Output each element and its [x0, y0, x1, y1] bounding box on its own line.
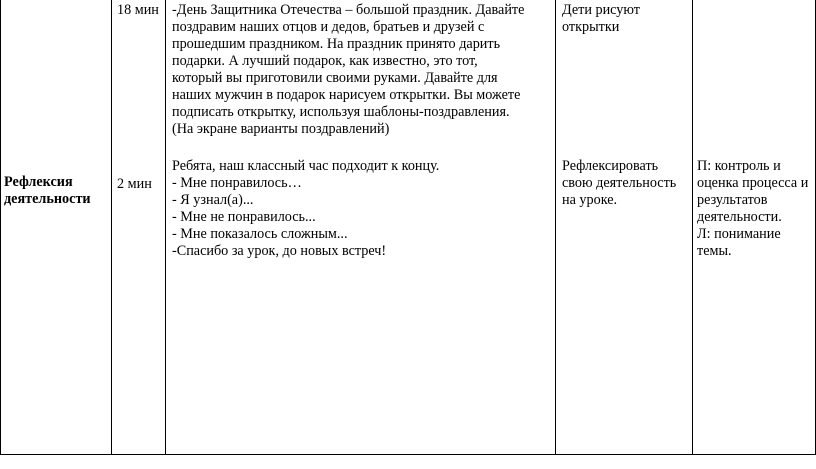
text-line: оценка процесса и [697, 175, 809, 191]
time-cell-1: 18 мин [117, 2, 159, 18]
table-border-left [0, 0, 1, 455]
text-line: -Спасибо за урок, до новых встреч! [172, 243, 387, 259]
text-line: П: контроль и [697, 158, 781, 174]
text-line: Рефлексировать [562, 158, 659, 174]
text-line: Дети рисуют [562, 2, 640, 18]
column-divider-3 [555, 0, 556, 455]
text-line: деятельности. [697, 209, 782, 225]
text-line: прошедшим праздником. На праздник принято дарить [172, 36, 501, 52]
text-line: подарки. А лучший подарок, как известно, это тот, [172, 53, 478, 69]
text-line: - Я узнал(а)... [172, 192, 254, 208]
text-line: наших мужчин в подарок нарисуем открытки. Вы можете [172, 87, 521, 103]
text-line: -День Защитника Отечества – большой праздник. Давайте [172, 2, 525, 18]
stage-line: Рефлексия [4, 174, 73, 190]
text-line: - Мне понравилось… [172, 175, 302, 191]
text-line: который вы приготовили своими руками. Давайте для [172, 70, 498, 86]
text-line: на уроке. [562, 192, 618, 208]
text-line: подписать открытку, используя шаблоны-поздравления. [172, 104, 510, 120]
text-line: Ребята, наш классный час подходит к концу. [172, 158, 440, 174]
text-line: Л: понимание [697, 226, 781, 242]
table-border-bottom [0, 454, 816, 455]
text-line: открытки [562, 19, 620, 35]
text-line: темы. [697, 243, 732, 259]
column-divider-2 [165, 0, 166, 455]
time-cell-2: 2 мин [117, 176, 152, 192]
text-line: (На экране варианты поздравлений) [172, 121, 390, 137]
text-line: результатов [697, 192, 768, 208]
teacher-activity-block-1 [172, 2, 524, 138]
outcomes-cell [697, 158, 808, 260]
teacher-activity-block-2 [172, 158, 439, 260]
student-activity-block-1 [562, 2, 640, 36]
stage-line: деятельности [4, 191, 91, 207]
column-divider-1 [111, 0, 112, 455]
student-activity-block-2 [562, 158, 676, 209]
text-line: свою деятельность [562, 175, 677, 191]
stage-cell [4, 174, 91, 208]
text-line: - Мне показалось сложным... [172, 226, 348, 242]
text-line: поздравим наших отцов и дедов, братьев и друзей с [172, 19, 485, 35]
text-line: - Мне не понравилось... [172, 209, 316, 225]
column-divider-4 [692, 0, 693, 455]
